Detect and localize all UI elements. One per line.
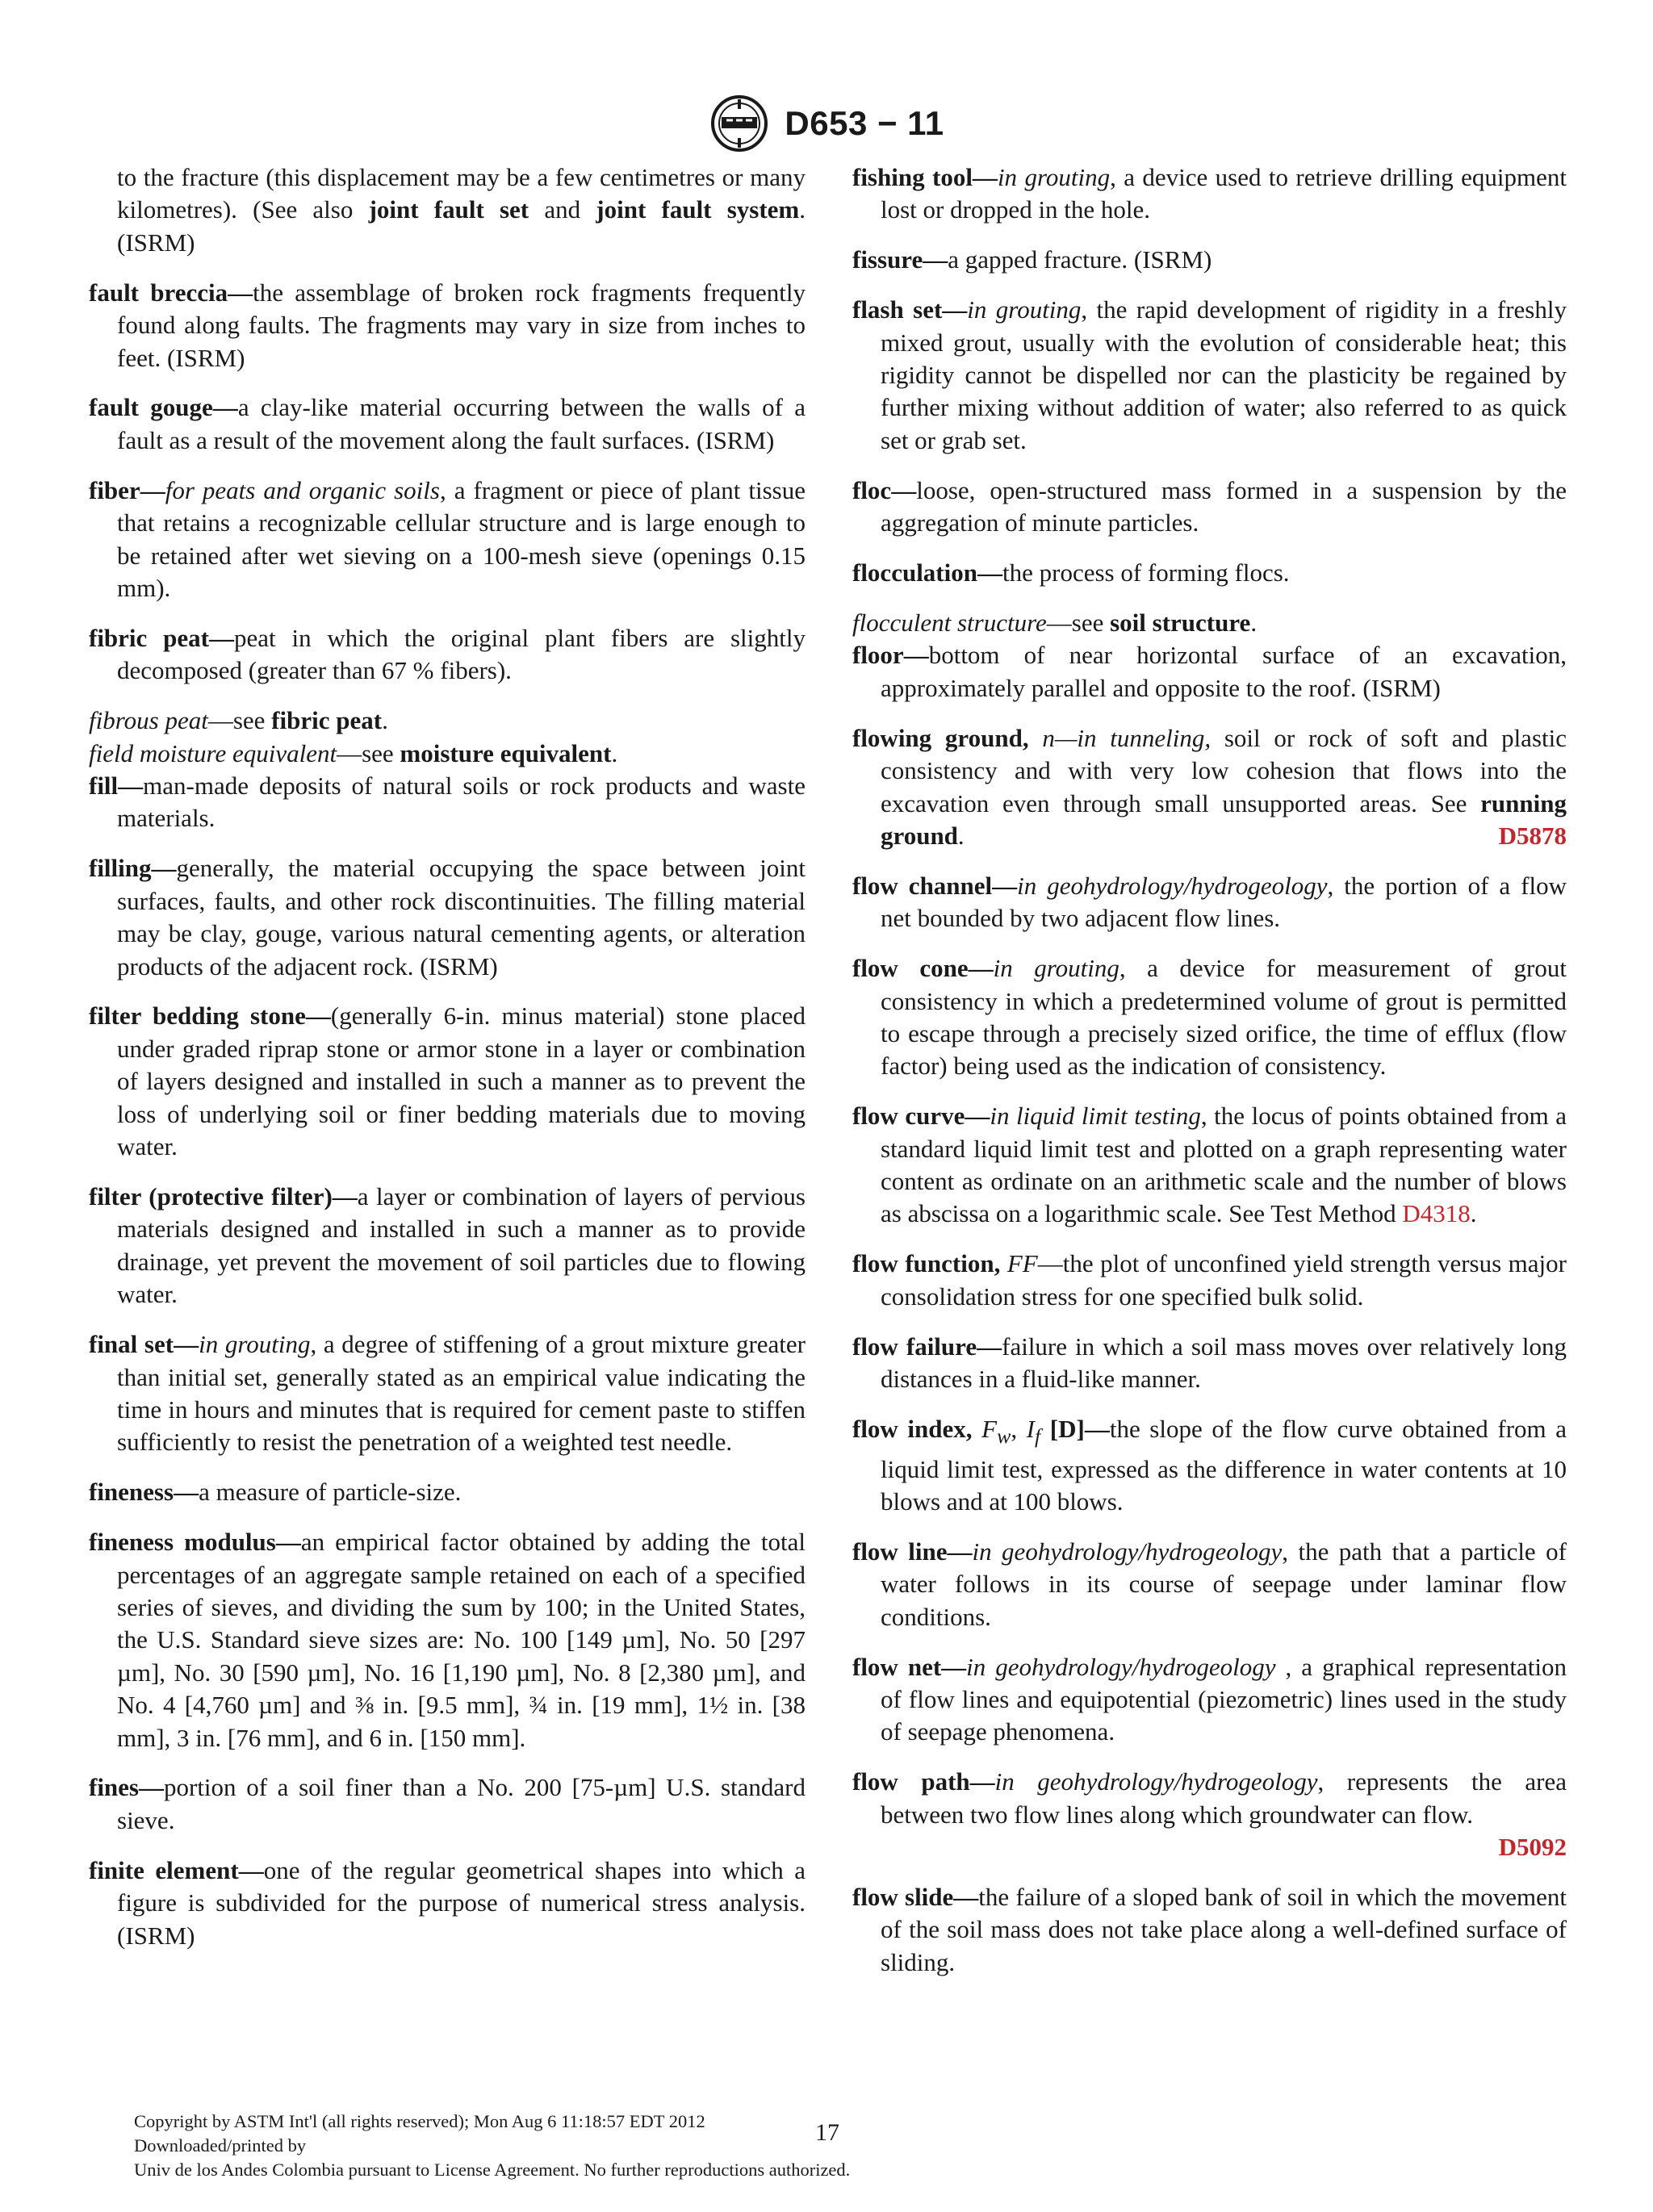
definition-fishing-tool: fishing tool—in grouting, a device used to retrieve drilling equipment lost or dropped in the hole. (852, 163, 1567, 224)
document-id: D653 − 11 (785, 104, 944, 142)
definition-filter-bedding-stone: filter bedding stone—(generally 6-in. minus material) stone placed under graded riprap stone or armor stone in a layer or combination of layers designed and installed in such a manner as to prevent the loss of underlying soil or finer bedding materials due to moving water. (89, 1001, 806, 1161)
left-column (89, 161, 806, 1970)
definition-fibrous-peat: fibrous peat—see fibric peat. (89, 706, 388, 735)
copyright-footer (134, 2110, 850, 2182)
definition-fibric-peat: fibric peat—peat in which the original plant fibers are slightly decomposed (greater than 67 % fibers). (89, 623, 806, 685)
definition-fineness-modulus: fineness modulus—an empirical factor obtained by adding the total percentages of an aggregate sample retained on each of a specified series of sieves, and dividing the sum by 100; in the United States, the U.S. Standard sieve sizes are: No. 100 [149 µm], No. 50 [297 µm], No. 30 [590 µm], No. 16 [1,190 µm], No. 8 [2,380 µm], and No. 4 [4,760 µm] and ⅜ in. [9.5 mm], ¾ in. [19 mm], 1½ in. [38 mm], 3 in. [76 mm], and 6 in. [150 mm]. (89, 1528, 806, 1752)
standard-link-d5092[interactable]: D5092 (1498, 1833, 1567, 1862)
page-header (0, 95, 1653, 152)
definition-fines: fines—portion of a soil finer than a No. 200 [75-µm] U.S. standard sieve. (89, 1773, 806, 1834)
definition-fault-breccia: fault breccia—the assemblage of broken rock fragments frequently found along faults. The fragments may vary in size from inches to feet. (ISRM) (89, 278, 806, 372)
definition-flow-line: flow line—in geohydrology/hydrogeology, the path that a particle of water follows in its course of seepage under laminar flow conditions. (852, 1537, 1567, 1631)
definition-flocculation: flocculation—the process of forming flocs. (852, 558, 1290, 587)
definition-flow-index: flow index, $F_w$, $I_f$ [D]—the slope of the flow curve obtained from a liquid limit test, expressed as the difference in water contents at 10 blows and at 100 blows. (852, 1415, 1567, 1516)
definition-fiber: fiber—for peats and organic soils, a fragment or piece of plant tissue that retains a recognizable cellular structure and is large enough to be retained after wet sieving on a 100-mesh sieve (openings 0.15 mm). (89, 475, 806, 602)
definition-flow-net: flow net—in geohydrology/hydrogeology , a graphical representation of flow lines and equipotential (piezometric) lines used in the study of seepage phenomena. (852, 1652, 1567, 1746)
definition-floc: floc—loose, open-structured mass formed in a suspension by the aggregation of minute particles. (852, 475, 1567, 537)
definition-fineness: fineness—a measure of particle-size. (89, 1478, 462, 1507)
definition-flow-path: flow path—in geohydrology/hydrogeology, represents the area between two flow lines along which groundwater can flow. D5092 (852, 1766, 1567, 1863)
definition-finite-element: finite element—one of the regular geometrical shapes into which a figure is subdivided for the purpose of numerical stress analysis. (ISRM) (89, 1855, 806, 1950)
term: fault breccia— (89, 278, 253, 307)
astm-logo-icon (709, 93, 770, 154)
definition-flow-channel: flow channel—in geohydrology/hydrogeology, the portion of a flow net bounded by two adjacent flow lines. (852, 871, 1567, 933)
definition-flow-function: flow function, FF—the plot of unconfined yield strength versus major consolidation stress for one specified bulk solid. (852, 1249, 1567, 1311)
footer-line-2: Downloaded/printed by (134, 2135, 307, 2156)
footer-line-1: Copyright by ASTM Int'l (all rights reserved); Mon Aug 6 11:18:57 EDT 2012 (134, 2111, 705, 2131)
definition-flow-failure: flow failure—failure in which a soil mass moves over relatively long distances in a fluid-like manner. (852, 1332, 1567, 1394)
standard-link-d4318[interactable]: D4318 (1402, 1199, 1471, 1228)
definition-flow-cone: flow cone—in grouting, a device for measurement of grout consistency in which a predetermined volume of grout is permitted to escape through a precisely sized orifice, the time of efflux (flow factor) being used as the indication of consistency. (852, 954, 1567, 1081)
definition-flash-set: flash set—in grouting, the rapid development of rigidity in a freshly mixed grout, usually with the evolution of considerable heat; this rigidity cannot be dispelled nor can the plasticity be regained by further mixing without addition of water; also referred to as quick set or grab set. (852, 295, 1567, 454)
definition-fault-gouge: fault gouge—a clay-like material occurring between the walls of a fault as a result of the movement along the fault surfaces. (ISRM) (89, 393, 806, 454)
definition-filling: filling—generally, the material occupying the space between joint surfaces, faults, and other rock discontinuities. The filling material may be clay, gouge, various natural cementing agents, or alteration products of the adjacent rock. (ISRM) (89, 854, 806, 981)
definition-fill: fill—man-made deposits of natural soils or rock products and waste materials. (89, 771, 806, 833)
page-number: 17 (815, 2119, 839, 2146)
definition-final-set: final set—in grouting, a degree of stiffening of a grout mixture greater than initial set, generally stated as an empirical value indicating the time in hours and minutes that is required for cement paste to stiffen sufficiently to resist the penetration of a weighted test needle. (89, 1330, 806, 1457)
definition-flow-slide: flow slide—the failure of a sloped bank of soil in which the movement of the soil mass does not take place along a well-defined surface of sliding. (852, 1883, 1567, 1976)
right-column (852, 161, 1567, 1997)
definition-flowing-ground: flowing ground, n—in tunneling, soil or rock of soft and plastic consistency and with very low cohesion that flows into the excavation even through small unsupported areas. See running ground. D5878 (852, 722, 1567, 853)
definition-continuation: to the fracture (this displacement may be a few centimetres or many kilometres). (See also joint fault set and joint fault system. (ISRM) (117, 163, 806, 257)
definition-fissure: fissure—a gapped fracture. (ISRM) (852, 245, 1212, 274)
definition-filter: filter (protective filter)—a layer or combination of layers of pervious materials designed and installed in such a manner as to provide drainage, yet prevent the movement of soil particles due to flowing water. (89, 1181, 806, 1309)
definition-floor: floor—bottom of near horizontal surface of an excavation, approximately parallel and opposite to the roof. (ISRM) (852, 641, 1567, 702)
standard-link-d5878[interactable]: D5878 (1498, 821, 1567, 850)
definition-flow-curve: flow curve—in liquid limit testing, the locus of points obtained from a standard liquid limit test and plotted on a graph representing water content as ordinate on an arithmetic scale and the number of blows as abscissa on a logarithmic scale. See Test Method D4318. (852, 1102, 1567, 1228)
definition-flocculent-structure: flocculent structure—see soil structure. (852, 608, 1258, 637)
footer-line-3: Univ de los Andes Colombia pursuant to License Agreement. No further reproductions authorized. (134, 2160, 851, 2180)
definition-field-moisture-equivalent: field moisture equivalent—see moisture equivalent. (89, 738, 618, 767)
